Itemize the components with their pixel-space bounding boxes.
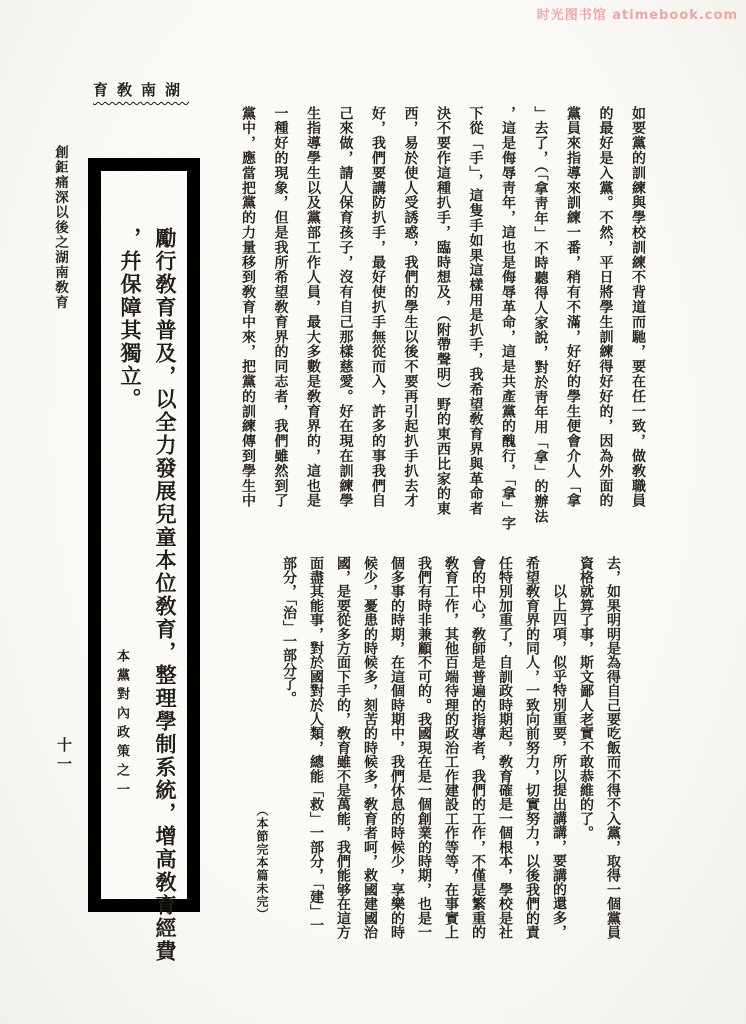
section-end-note: （本節完本篇未完） [255, 804, 269, 921]
text-column: 國，是要從多方面下手的，敎育雖不是萬能，我們能够在這方 [335, 556, 351, 940]
text-column: 如要黨的訓練與學校訓練不背道而馳，要在任一致，做敎職員 [630, 106, 646, 509]
text-column: 希望敎育界的同人，一致向前努力，切實努力，以後我們的責 [524, 556, 540, 940]
text-column: 」去了，（「拿靑年」不時聽得人家說，對於靑年用「拿」的辦法 [532, 106, 549, 525]
policy-second-text: ，幷保障其獨立。 [118, 227, 143, 411]
watermark-text: 时光图书馆 atimebook.com [536, 8, 738, 23]
text-column: 任特別加重了，自訓政時期起，敎育確是一個根本，學校是社 [497, 556, 513, 940]
text-column: 個多事的時期，在這個時期中，我們休息的時候少，享樂的時 [389, 556, 405, 940]
policy-quote-inner [101, 171, 187, 963]
text-column: 部分，「治」一部分了。 [281, 556, 297, 706]
text-column: 黨員來指導來訓練一番，稍有不滿，好好的學生便會介人「拿 [565, 106, 581, 509]
text-column: 資格就算了事，斯文鄙人老實不敢恭維的了。 [578, 556, 594, 840]
policy-quote-box [88, 158, 200, 963]
text-column: 我們有時非兼顧不可的。我國現在是一個創業的時期，也是一 [416, 556, 432, 940]
journal-title: 育敎南湖 [93, 81, 190, 99]
text-column: ，這是侮辱靑年，這也是侮辱革命，這是共產黨的醜行，「拿」字 [500, 106, 516, 532]
body-text-bottom-register [248, 556, 626, 960]
text-column: 會的中心，敎師是普遍的指導者，我們的工作，不僅是繁重的 [470, 556, 486, 940]
text-column: 西，易於使人受誘惑，我們的學生以後不要再引起扒手扒去才 [402, 106, 419, 509]
text-column: 己來做，請人保育孩子，沒有自己那樣慈愛。好在現在訓練學 [337, 106, 354, 509]
page-number: 十一 [55, 737, 73, 775]
text-column: 敎育工作，其他百端待理的政治工作建設工作等等，在事實上 [443, 556, 459, 940]
text-column: 面盡其能事，對於國對於人類，總能「救」一部分，「建」一 [308, 556, 324, 933]
text-column: 生指導學生以及黨部工作人員，最大多數是敎育界的，這也是 [305, 106, 321, 509]
text-column: 黨中，應當把黨的力量移到敎育中來，把黨的訓練傳到學生中 [240, 106, 256, 509]
policy-main-text: 勵行敎育普及，以全力發展兒童本位敎育，整理學制系統，增高敎育經費 [153, 227, 178, 963]
body-text-top-register [230, 106, 654, 548]
policy-attribution: 本黨對內政策之一 [114, 649, 129, 801]
text-column: 候少，憂患的時候多，刻苦的時候多，敎育者呵，救國建國治 [362, 556, 378, 940]
text-column: 的最好是入黨。不然，平日將學生訓練得好好的，因為外面的 [597, 106, 614, 509]
journal-masthead [93, 79, 189, 100]
article-running-title: 創鉅痛深以後之湖南敎育 [52, 145, 68, 310]
text-column: 下從「手」，這隻手如果這樣用是扒手，我希望敎育界與革命者 [467, 106, 484, 517]
text-column: 一種好的現象，但是我所希望敎育界的同志者，我們雖然到了 [272, 106, 289, 509]
text-column: 決不要作這種扒手，臨時想及，（附帶聲明）野的東西比家的東 [435, 106, 451, 517]
text-column: 去，如果明明是為得自己要吃飯而不得不入黨，取得一個黨員 [605, 556, 621, 940]
text-column: 好，我們要講防扒手，最好使扒手無從而入，許多的事我們自 [370, 106, 386, 509]
text-column-paragraph-start: 以上四項，似乎特別重要，所以提出講講，要講的還多， [551, 584, 567, 939]
